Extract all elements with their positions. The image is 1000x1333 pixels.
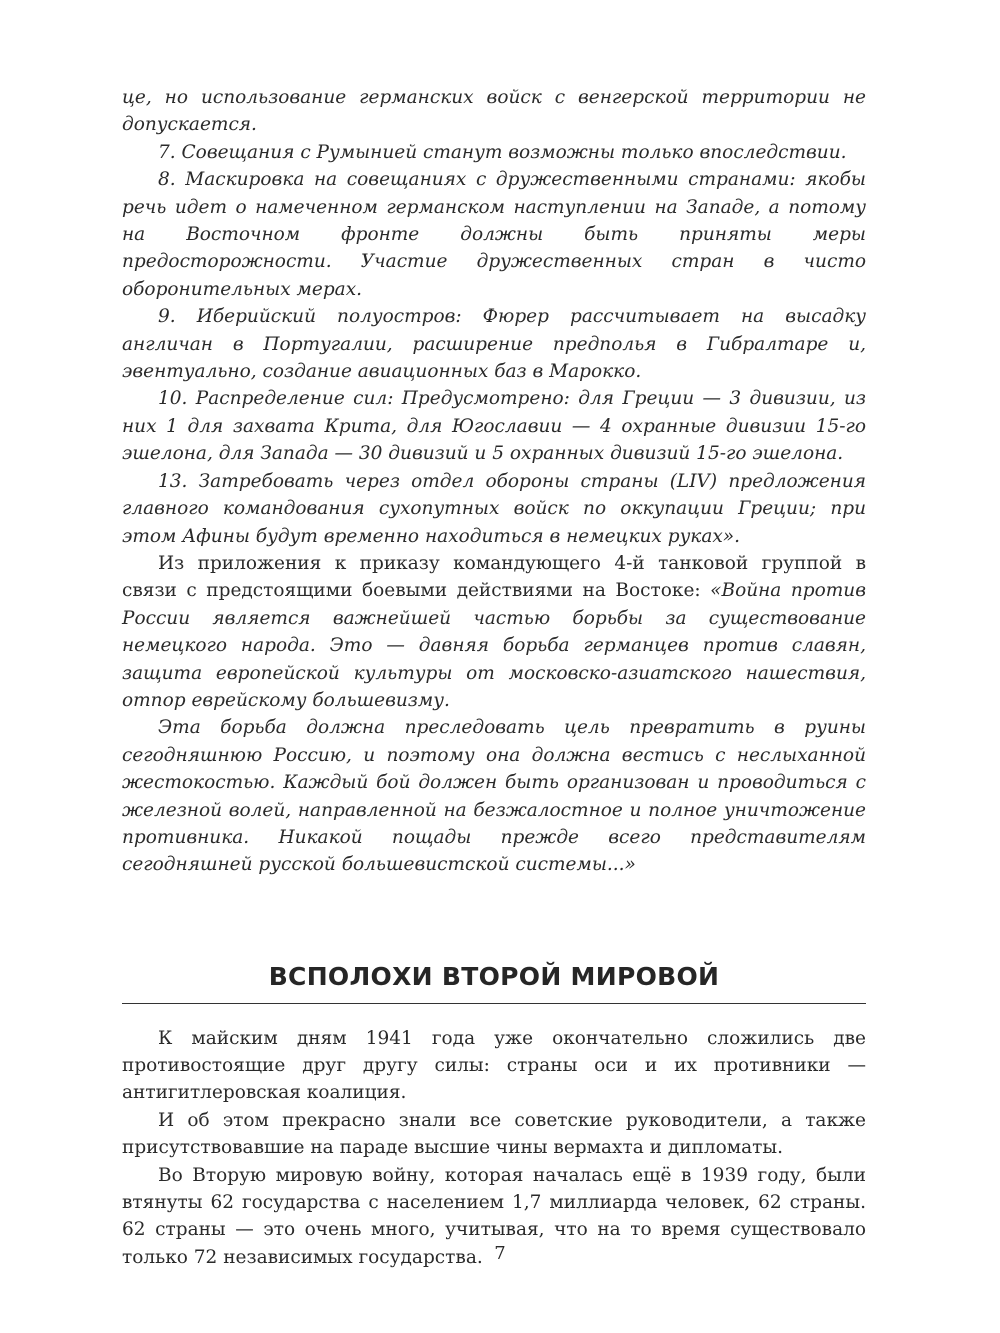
section-body <box>122 1025 866 1272</box>
quote-paragraph: 8. Маскировка на совещаниях с дружественными странами: якобы речь идет о намеченном германском наступлении на Западе, а потому на Восточном фронте должны быть приняты меры предосторожности. Участие дружественных стран в чисто оборонительных мерах. <box>122 169 866 300</box>
appendix-quote-paragraph: Эта борьба должна преследовать цель превратить в руины сегодняшнюю Россию, и поэтому она должна вестись с неслыханной жестокостью. Каждый бой должен быть организован и проводиться с железной волей, направленной на безжалостное и полное уничтожение противника. Никакой пощады прежде всего представителям сегодняшней русской большевистской системы...» <box>122 717 866 876</box>
quote-paragraph: 13. Затребовать через отдел обороны страны (LIV) предложения главного командования сухопутных войск по оккупации Греции; при этом Афины будут временно находиться в немецких руках». <box>122 470 866 547</box>
body-paragraph: Во Вторую мировую войну, которая началась ещё в 1939 году, были втянуты 62 государства с населением 1,7 миллиарда человек, 62 страны. 62 страны — это очень много, учитывая, что на то время существовало только 72 независимых государства. <box>122 1164 866 1268</box>
appendix-block <box>122 550 866 714</box>
section-title: ВСПОЛОХИ ВТОРОЙ МИРОВОЙ <box>122 962 866 1004</box>
quote-paragraph: 9. Иберийский полуостров: Фюрер рассчитывает на высадку англичан в Португалии, расширение предполья в Гибралтаре и, эвентуально, создание авиационных баз в Марокко. <box>122 306 866 383</box>
page-number: 7 <box>494 1243 506 1264</box>
body-paragraph: И об этом прекрасно знали все советские руководители, а также присутствовавшие на параде высшие чины вермахта и дипломаты. <box>122 1109 866 1159</box>
appendix-quote: «Война против России является важнейшей частью борьбы за существование немецкого народа. Это — давняя борьба германцев против славян, защита европейской культуры от московско-азиатского нашествия, отпор еврейскому большевизму. <box>122 580 866 711</box>
appendix-intro: Из приложения к приказу командующего 4-й танковой группой в связи с предстоящими боевыми действиями на Востоке: <box>122 552 866 602</box>
document-page <box>122 84 866 1271</box>
directive-quote <box>122 84 866 550</box>
quote-paragraph: 7. Совещания с Румынией станут возможны только впоследствии. <box>158 141 847 163</box>
quote-paragraph: це, но использование германских войск с венгерской территории не допускается. <box>122 87 866 136</box>
body-paragraph: К майским дням 1941 года уже окончательно сложились две противостоящие друг другу силы: страны оси и их противники — антигитлеровская коалиция. <box>122 1027 866 1104</box>
quote-paragraph: 10. Распределение сил: Предусмотрено: для Греции — 3 дивизии, из них 1 для захвата Крита, для Югославии — 4 охранные дивизии 15-го эшелона, для Запада — 30 дивизий и 5 охранных дивизий 15-го эшелона. <box>122 388 866 465</box>
appendix-paragraph <box>122 550 866 714</box>
appendix-quote-block <box>122 714 866 878</box>
